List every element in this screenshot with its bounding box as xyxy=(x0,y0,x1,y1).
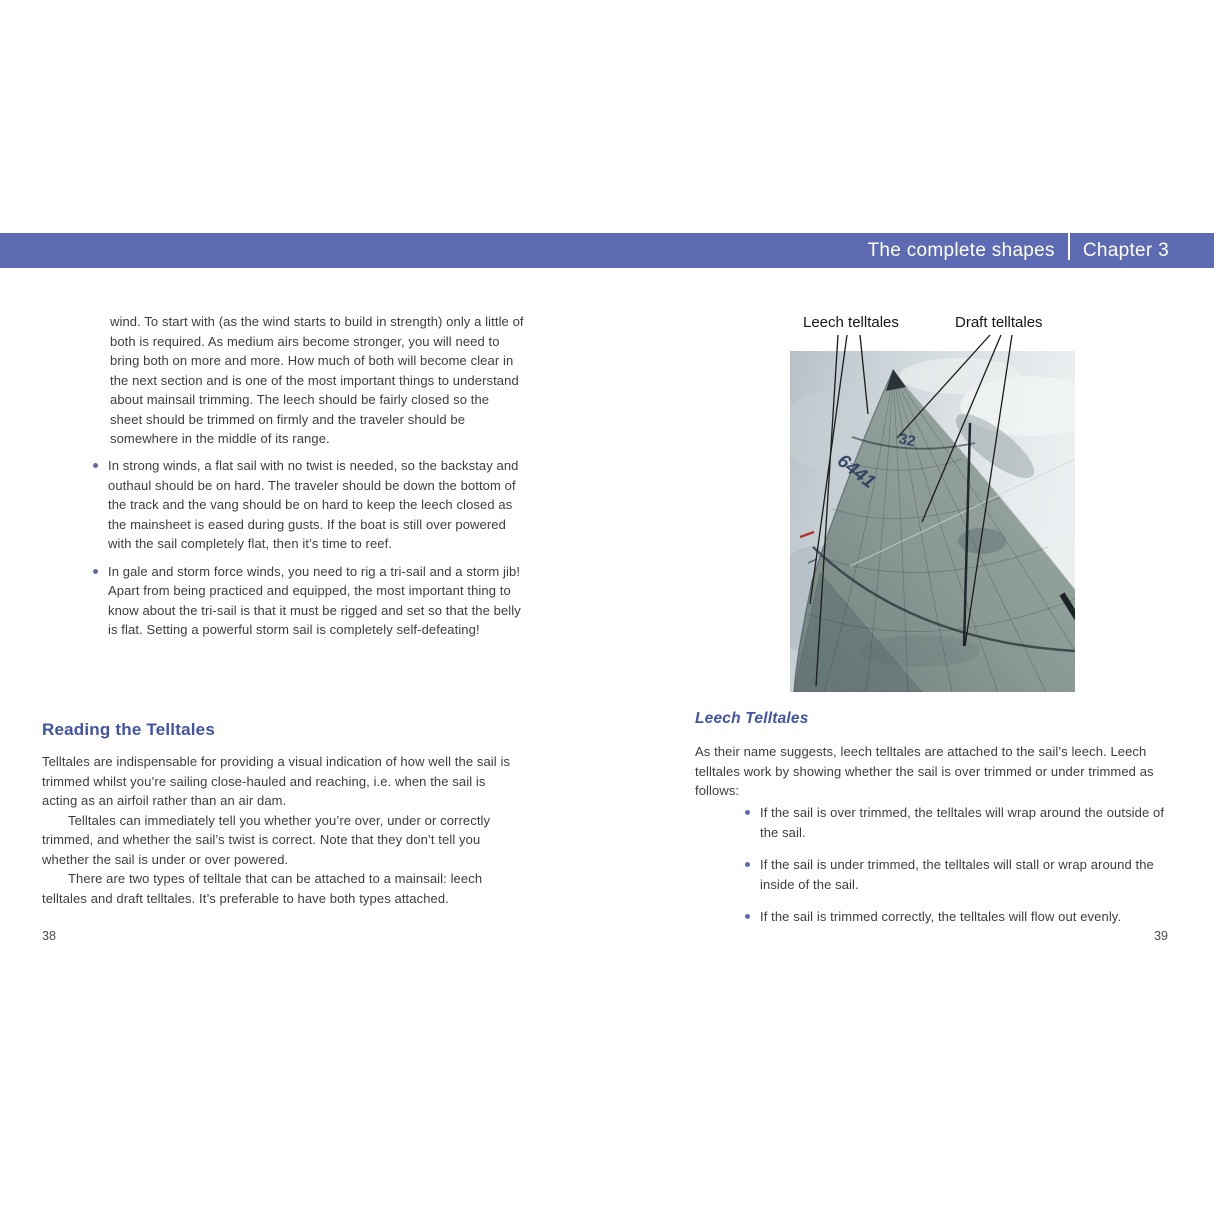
page-number-right: 39 xyxy=(1154,929,1168,943)
paragraph: Telltales can immediately tell you whether you’re over, under or correctly trimmed, and whether the sail’s twist is correct. Note that they don’t tell you whether the sail is under or over powered. xyxy=(42,812,491,867)
left-bullet-list xyxy=(93,456,525,648)
section-heading: Leech Telltales xyxy=(695,710,809,727)
list-item xyxy=(93,562,525,640)
intro-paragraph: wind. To start with (as the wind starts to build in strength) only a little of both is required. As medium airs become stronger, you will need to bring both on more and more. How much of both will become clear in the next section and is one of the most important things to understand about mainsail trimming. The leech should be fairly closed so the sheet should be trimmed on firmly and the traveler should be somewhere in the middle of its range. xyxy=(110,314,524,446)
leech-telltales-section xyxy=(695,710,1161,801)
bullet-text: If the sail is trimmed correctly, the telltales will flow out evenly. xyxy=(760,909,1122,924)
bullet-text: In strong winds, a flat sail with no twist is needed, so the backstay and outhaul should be on hard. The traveler should be down the bottom of the track and the vang should be on hard to keep the leech closed as the mainsheet is eased during gusts. If the boat is still over powered with the sail completely flat, then it’s time to reef. xyxy=(108,458,519,551)
figure-label-draft-telltales: Draft telltales xyxy=(955,314,1043,331)
sail-photo xyxy=(790,351,1075,692)
chapter-header-bar xyxy=(0,233,1214,268)
list-item xyxy=(93,456,525,554)
list-item xyxy=(745,907,1179,927)
bullet-icon xyxy=(745,810,750,815)
figure-label-leech-telltales: Leech telltales xyxy=(803,314,899,331)
paragraph: Telltales are indispensable for providing a visual indication of how well the sail is trimmed whilst you’re sailing close-hauled and reaching, i.e. when the sail is acting as an airfoil rather than an air dam. xyxy=(42,754,511,808)
bullet-icon xyxy=(745,914,750,919)
bullet-icon xyxy=(93,463,98,468)
bullet-text: If the sail is under trimmed, the telltales will stall or wrap around the inside of the sail. xyxy=(760,857,1154,892)
right-bullet-list xyxy=(745,803,1179,940)
sail-figure xyxy=(780,308,1085,698)
page-number-left: 38 xyxy=(42,929,56,943)
list-item xyxy=(745,855,1179,894)
bullet-text: In gale and storm force winds, you need to rig a tri-sail and a storm jib! Apart from being practiced and equipped, the most important thing to know about the tri-sail is that it must be rigged and set so that the belly is flat. Setting a powerful storm sail is completely self-defeating! xyxy=(108,563,521,637)
paragraph: As their name suggests, leech telltales are attached to the sail’s leech. Leech telltales work by showing whether the sail is over trimmed or under trimmed as follows: xyxy=(695,744,1154,798)
header-chapter-label: Chapter 3 xyxy=(1082,239,1169,261)
header-section-title: The complete shapes xyxy=(867,239,1055,261)
bullet-icon xyxy=(745,862,750,867)
header-divider xyxy=(1068,233,1070,260)
paragraph: There are two types of telltale that can be attached to a mainsail: leech telltales and draft telltales. It’s preferable to have both types attached. xyxy=(42,871,483,906)
sail-number-top: 32 xyxy=(897,430,918,451)
bullet-icon xyxy=(93,569,98,574)
list-item xyxy=(745,803,1179,842)
sail-number-side: 6441 xyxy=(832,450,880,493)
reading-telltales-section xyxy=(42,720,524,908)
bullet-text: If the sail is over trimmed, the telltales will wrap around the outside of the sail. xyxy=(760,805,1165,840)
section-heading: Reading the Telltales xyxy=(42,720,215,739)
